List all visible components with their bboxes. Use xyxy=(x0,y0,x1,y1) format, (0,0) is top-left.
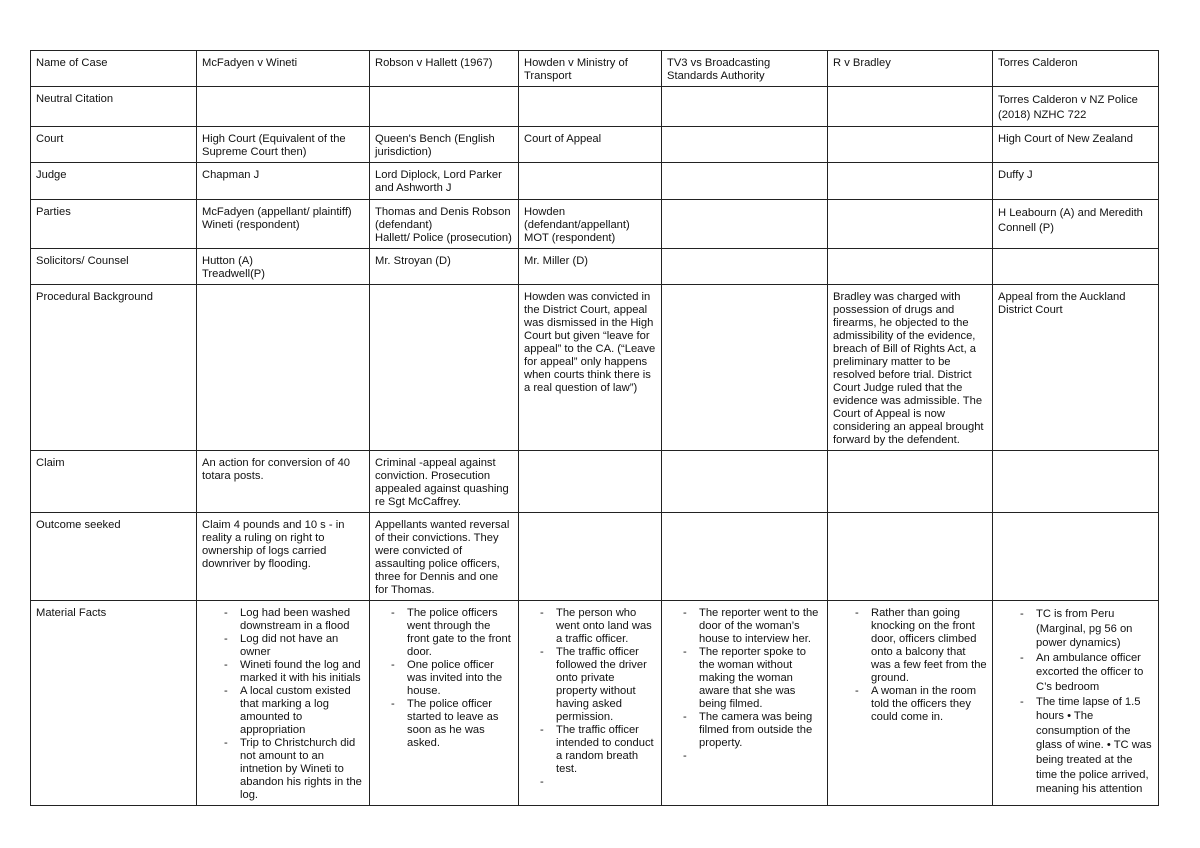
row-label: Outcome seeked xyxy=(31,513,197,601)
counsel-line: Treadwell(P) xyxy=(202,268,265,280)
row-procedural-background xyxy=(31,285,1159,451)
case-name-robson: Robson v Hallett (1967) xyxy=(370,51,519,87)
list-item: - The time lapse of 1.5 hours • The consumption of the glass of wine. • TC was being treated at the time the police arrived, meaning his attention xyxy=(1036,695,1153,797)
table-cell: Criminal -appeal against conviction. Prosecution appealed against quashing re Sgt McCaffrey. xyxy=(370,451,519,513)
row-label: Material Facts xyxy=(31,601,197,806)
row-claim xyxy=(31,451,1159,513)
table-cell: Queen's Bench (English jurisdiction) xyxy=(370,127,519,163)
row-solicitors-counsel xyxy=(31,249,1159,285)
table-cell: High Court (Equivalent of the Supreme Court then) xyxy=(197,127,370,163)
table-cell xyxy=(370,87,519,127)
table-cell xyxy=(197,601,370,806)
list-item xyxy=(699,750,822,763)
case-comparison-table xyxy=(30,50,1159,806)
row-judge xyxy=(31,163,1159,200)
table-cell xyxy=(993,513,1159,601)
table-cell: Bradley was charged with possession of drugs and firearms, he objected to the admissibility of the evidence, breach of Bill of Rights Act, a preliminary matter to be resolved before trial. District Court Judge ruled that the evidence was admissible. The Court of Appeal is now considering an appeal brought forward by the defendent. xyxy=(828,285,993,451)
list-item: - The police officers went through the front gate to the front door. xyxy=(407,607,513,659)
row-label: Procedural Background xyxy=(31,285,197,451)
fact-list xyxy=(524,607,656,789)
table-cell xyxy=(828,127,993,163)
row-parties xyxy=(31,200,1159,249)
table-cell: High Court of New Zealand xyxy=(993,127,1159,163)
table-cell xyxy=(662,285,828,451)
party-line: Howden (defendant/appellant) xyxy=(524,206,630,231)
list-item: - Log did not have an owner xyxy=(240,633,364,659)
row-neutral-citation xyxy=(31,87,1159,127)
table-cell xyxy=(828,513,993,601)
table-cell xyxy=(662,601,828,806)
table-cell: Court of Appeal xyxy=(519,127,662,163)
table-cell xyxy=(519,513,662,601)
table-cell xyxy=(519,163,662,200)
list-item: - The person who went onto land was a traffic officer. xyxy=(556,607,656,646)
table-cell xyxy=(662,513,828,601)
table-cell xyxy=(519,601,662,806)
party-line: MOT (respondent) xyxy=(524,232,616,244)
list-item: - The traffic officer intended to conduct a random breath test. xyxy=(556,724,656,776)
fact-list xyxy=(998,607,1153,797)
table-cell xyxy=(370,601,519,806)
table-cell: Duffy J xyxy=(993,163,1159,200)
table-cell xyxy=(519,451,662,513)
table-cell xyxy=(662,249,828,285)
table-cell xyxy=(662,200,828,249)
list-item: - Log had been washed downstream in a flood xyxy=(240,607,364,633)
table-cell xyxy=(828,249,993,285)
table-cell: Appeal from the Auckland District Court xyxy=(993,285,1159,451)
list-item: - One police officer was invited into the house. xyxy=(407,659,513,698)
table-cell xyxy=(993,200,1159,249)
row-label: Solicitors/ Counsel xyxy=(31,249,197,285)
row-label: Judge xyxy=(31,163,197,200)
table-cell xyxy=(828,601,993,806)
table-cell xyxy=(662,87,828,127)
table-cell xyxy=(993,601,1159,806)
table-cell xyxy=(370,285,519,451)
case-name-tv3: TV3 vs Broadcasting Standards Authority xyxy=(662,51,828,87)
fact-list xyxy=(833,607,987,724)
list-item: - Wineti found the log and marked it with his initials xyxy=(240,659,364,685)
table-cell xyxy=(828,200,993,249)
table-cell xyxy=(828,163,993,200)
party-line: Hallett/ Police (prosecution) xyxy=(375,232,512,244)
list-item: - The reporter went to the door of the woman’s house to interview her. xyxy=(699,607,822,646)
table-cell xyxy=(519,87,662,127)
table-cell: Howden was convicted in the District Court, appeal was dismissed in the High Court but given “leave for appeal” to the CA. (“Leave for appeal” only happens when courts think there is a real question of law”) xyxy=(519,285,662,451)
list-item: - An ambulance officer excorted the officer to C’s bedroom xyxy=(1036,651,1153,695)
row-outcome-seeked xyxy=(31,513,1159,601)
list-item: - The traffic officer followed the driver onto private property without having asked permission. xyxy=(556,646,656,724)
list-item xyxy=(556,776,656,789)
list-item: - The police officer started to leave as soon as he was asked. xyxy=(407,698,513,750)
party-line: H Leabourn (A) and Meredith Connell (P) xyxy=(998,207,1143,234)
counsel-line: Mr. Miller (D) xyxy=(524,255,589,267)
row-label: Parties xyxy=(31,200,197,249)
table-cell xyxy=(828,451,993,513)
counsel-line: Mr. Stroyan (D) xyxy=(375,255,451,267)
fact-list xyxy=(202,607,364,802)
case-name-torres: Torres Calderon xyxy=(993,51,1159,87)
case-name-howden: Howden v Ministry of Transport xyxy=(519,51,662,87)
table-cell xyxy=(370,249,519,285)
row-court xyxy=(31,127,1159,163)
table-cell xyxy=(197,249,370,285)
table-cell xyxy=(370,200,519,249)
table-cell xyxy=(519,200,662,249)
table-cell xyxy=(197,87,370,127)
fact-list xyxy=(375,607,513,750)
table-cell: Chapman J xyxy=(197,163,370,200)
table-cell xyxy=(662,451,828,513)
list-item: - The reporter spoke to the woman without making the woman aware that she was being filmed. xyxy=(699,646,822,711)
table-cell xyxy=(662,163,828,200)
row-label: Name of Case xyxy=(31,51,197,87)
counsel-line: Hutton (A) xyxy=(202,255,253,267)
party-line: Thomas and Denis Robson (defendant) xyxy=(375,206,511,231)
table-cell xyxy=(197,285,370,451)
list-item: - Trip to Christchurch did not amount to an intnetion by Wineti to abandon his rights in the log. xyxy=(240,737,364,802)
table-cell: Lord Diplock, Lord Parker and Ashworth J xyxy=(370,163,519,200)
table-cell xyxy=(662,127,828,163)
case-name-mcfadyen: McFadyen v Wineti xyxy=(197,51,370,87)
table-cell: Appellants wanted reversal of their convictions. They were convicted of assaulting police officers, three for Dennis and one for Thomas. xyxy=(370,513,519,601)
row-name-of-case xyxy=(31,51,1159,87)
table-cell xyxy=(828,87,993,127)
table-cell xyxy=(993,249,1159,285)
row-label: Court xyxy=(31,127,197,163)
row-material-facts xyxy=(31,601,1159,806)
table-cell: Torres Calderon v NZ Police (2018) NZHC 722 xyxy=(993,87,1159,127)
list-item: - A local custom existed that marking a log amounted to appropriation xyxy=(240,685,364,737)
row-label: Neutral Citation xyxy=(31,87,197,127)
party-line: McFadyen (appellant/ plaintiff) xyxy=(202,206,352,218)
table-cell: An action for conversion of 40 totara posts. xyxy=(197,451,370,513)
list-item: - Rather than going knocking on the front door, officers climbed onto a balcony that was a few feet from the ground. xyxy=(871,607,987,685)
row-label: Claim xyxy=(31,451,197,513)
list-item: - The camera was being filmed from outside the property. xyxy=(699,711,822,750)
table-cell xyxy=(197,200,370,249)
table-cell xyxy=(519,249,662,285)
table-cell: Claim 4 pounds and 10 s - in reality a ruling on right to ownership of logs carried downriver by flooding. xyxy=(197,513,370,601)
table-cell xyxy=(993,451,1159,513)
party-line: Wineti (respondent) xyxy=(202,219,300,231)
list-item: - A woman in the room told the officers they could come in. xyxy=(871,685,987,724)
case-name-bradley: R v Bradley xyxy=(828,51,993,87)
list-item: - TC is from Peru (Marginal, pg 56 on power dynamics) xyxy=(1036,607,1153,651)
fact-list xyxy=(667,607,822,763)
